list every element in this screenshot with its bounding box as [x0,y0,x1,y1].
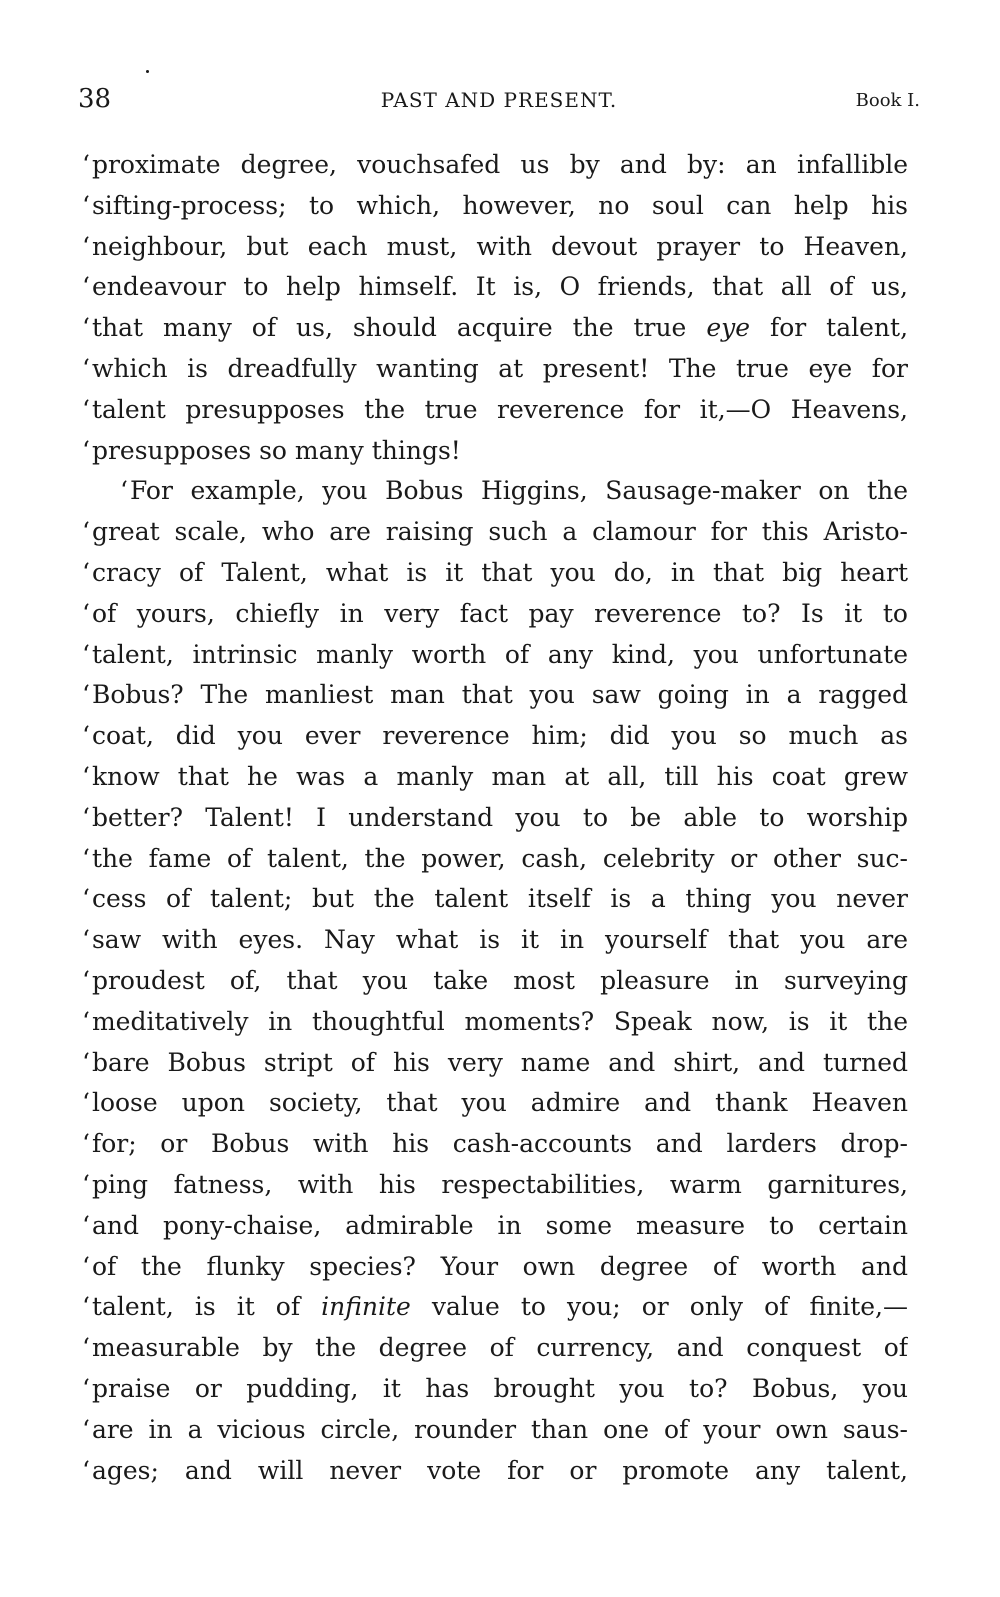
text-line [82,1165,908,1206]
line-text: value to you; or only of finite,— [410,1292,908,1322]
quote-mark: ‘ [82,639,90,669]
text-line [82,1247,908,1288]
quote-mark: ‘ [82,150,90,179]
text-line [82,512,908,553]
text-line [82,1328,908,1369]
text-line [82,594,908,635]
quote-mark: ‘ [82,1088,90,1118]
quote-mark: ‘ [82,190,90,220]
text-line [82,1287,908,1328]
line-text: talent, intrinsic manly worth of any kind, you unfortunate [91,639,908,669]
text-line [82,267,908,308]
quote-mark: ‘ [82,1333,90,1363]
text-line [82,145,908,186]
quote-mark: ‘ [82,1006,90,1036]
line-text: for talent, [750,313,908,343]
quote-mark: ‘ [82,1129,90,1159]
page-header [78,84,920,118]
line-text: better? Talent! I understand you to be able to worship [91,802,908,832]
running-title: PAST AND PRESENT. [380,88,618,112]
quote-mark: ‘ [82,1210,90,1240]
text-line [82,879,908,920]
quote-mark: ‘ [82,843,90,873]
quote-mark: ‘ [82,802,90,832]
quote-mark: ‘ [82,313,90,343]
italic-word: eye [706,313,751,343]
quote-mark: ‘ [82,1455,90,1485]
quote-mark: ‘ [82,1251,90,1281]
line-text: For example, you Bobus Higgins, Sausage-maker on the [129,476,908,506]
quote-mark: ‘ [82,721,90,751]
line-text: neighbour, but each must, with devout prayer to Heaven, [91,231,908,261]
quote-mark: ‘ [82,272,90,302]
text-line [82,1451,908,1492]
text-line [82,1206,908,1247]
quote-mark: ‘ [82,1373,90,1403]
text-line [82,553,908,594]
line-text: which is dreadfully wanting at present! The true eye for [91,353,908,383]
line-text: praise or pudding, it has brought you to? Bobus, you [91,1373,908,1403]
line-text: the fame of talent, the power, cash, celebrity or other suc- [91,843,908,873]
quote-mark: ‘ [82,435,90,465]
line-text: ages; and will never vote for or promote any talent, [91,1455,908,1485]
text-line [82,798,908,839]
text-line [82,1410,908,1451]
line-text: endeavour to help himself. It is, O friends, that all of us, [91,272,908,302]
line-text: presupposes so many things! [91,435,461,465]
line-text: are in a vicious circle, rounder than one of your own saus- [91,1414,908,1444]
text-line [82,1124,908,1165]
text-line [82,308,908,349]
line-text: and pony-chaise, admirable in some measure to certain [91,1210,908,1240]
quote-mark: ‘ [82,598,90,628]
text-line [82,839,908,880]
text-line [82,390,908,431]
text-line [82,1369,908,1410]
text-line [82,716,908,757]
quote-mark: ‘ [82,1047,90,1077]
quote-mark: ‘ [120,476,128,506]
quote-mark: ‘ [82,884,90,914]
text-line [82,675,908,716]
quote-mark: ‘ [82,353,90,383]
text-line [82,1002,908,1043]
text-line [82,1043,908,1084]
line-text: measurable by the degree of currency, and conquest of [91,1333,908,1363]
line-text: coat, did you ever reverence him; did you so much as [91,721,908,751]
quote-mark: ‘ [82,925,90,955]
text-line [82,227,908,268]
line-text: saw with eyes. Nay what is it in yourself that you are [91,925,908,955]
line-text: talent presupposes the true reverence for it,—O Heavens, [91,394,908,424]
line-text: talent, is it of [91,1292,322,1322]
text-line [82,635,908,676]
line-text: Bobus? The manliest man that you saw going in a ragged [91,680,908,710]
line-text: ping fatness, with his respectabilities, warm garnitures, [91,1169,908,1199]
quote-mark: ‘ [82,680,90,710]
text-line [82,757,908,798]
text-line [82,1083,908,1124]
line-text: loose upon society, that you admire and thank Heaven [91,1088,908,1118]
line-text: proximate degree, vouchsafed us by and by: an infallible [91,150,908,179]
page-number: 38 [78,84,112,114]
text-line [82,431,908,472]
text-line [82,920,908,961]
quote-mark: ‘ [82,394,90,424]
line-text: that many of us, should acquire the true [91,313,707,343]
line-text: great scale, who are raising such a clamour for this Aristo- [91,517,908,547]
print-speck [146,70,149,73]
line-text: sifting-process; to which, however, no soul can help his [91,190,908,220]
quote-mark: ‘ [82,1169,90,1199]
line-text: cess of talent; but the talent itself is a thing you never [91,884,908,914]
quote-mark: ‘ [82,761,90,791]
line-text: of the flunky species? Your own degree of worth and [91,1251,908,1281]
quote-mark: ‘ [82,965,90,995]
quote-mark: ‘ [82,517,90,547]
text-line [82,471,908,512]
line-text: proudest of, that you take most pleasure in surveying [91,965,908,995]
quote-mark: ‘ [82,557,90,587]
text-line [82,186,908,227]
body-text [82,145,908,1491]
line-text: cracy of Talent, what is it that you do, in that big heart [91,557,908,587]
line-text: know that he was a manly man at all, till his coat grew [91,761,908,791]
italic-word: infinite [321,1292,411,1322]
quote-mark: ‘ [82,231,90,261]
line-text: for; or Bobus with his cash-accounts and larders drop- [91,1129,908,1159]
line-text: meditatively in thoughtful moments? Speak now, is it the [91,1006,908,1036]
book-label: Book I. [855,90,920,111]
quote-mark: ‘ [82,1414,90,1444]
quote-mark: ‘ [82,1292,90,1322]
text-line [82,961,908,1002]
line-text: bare Bobus stript of his very name and shirt, and turned [91,1047,908,1077]
line-text: of yours, chiefly in very fact pay reverence to? Is it to [91,598,908,628]
text-line [82,349,908,390]
